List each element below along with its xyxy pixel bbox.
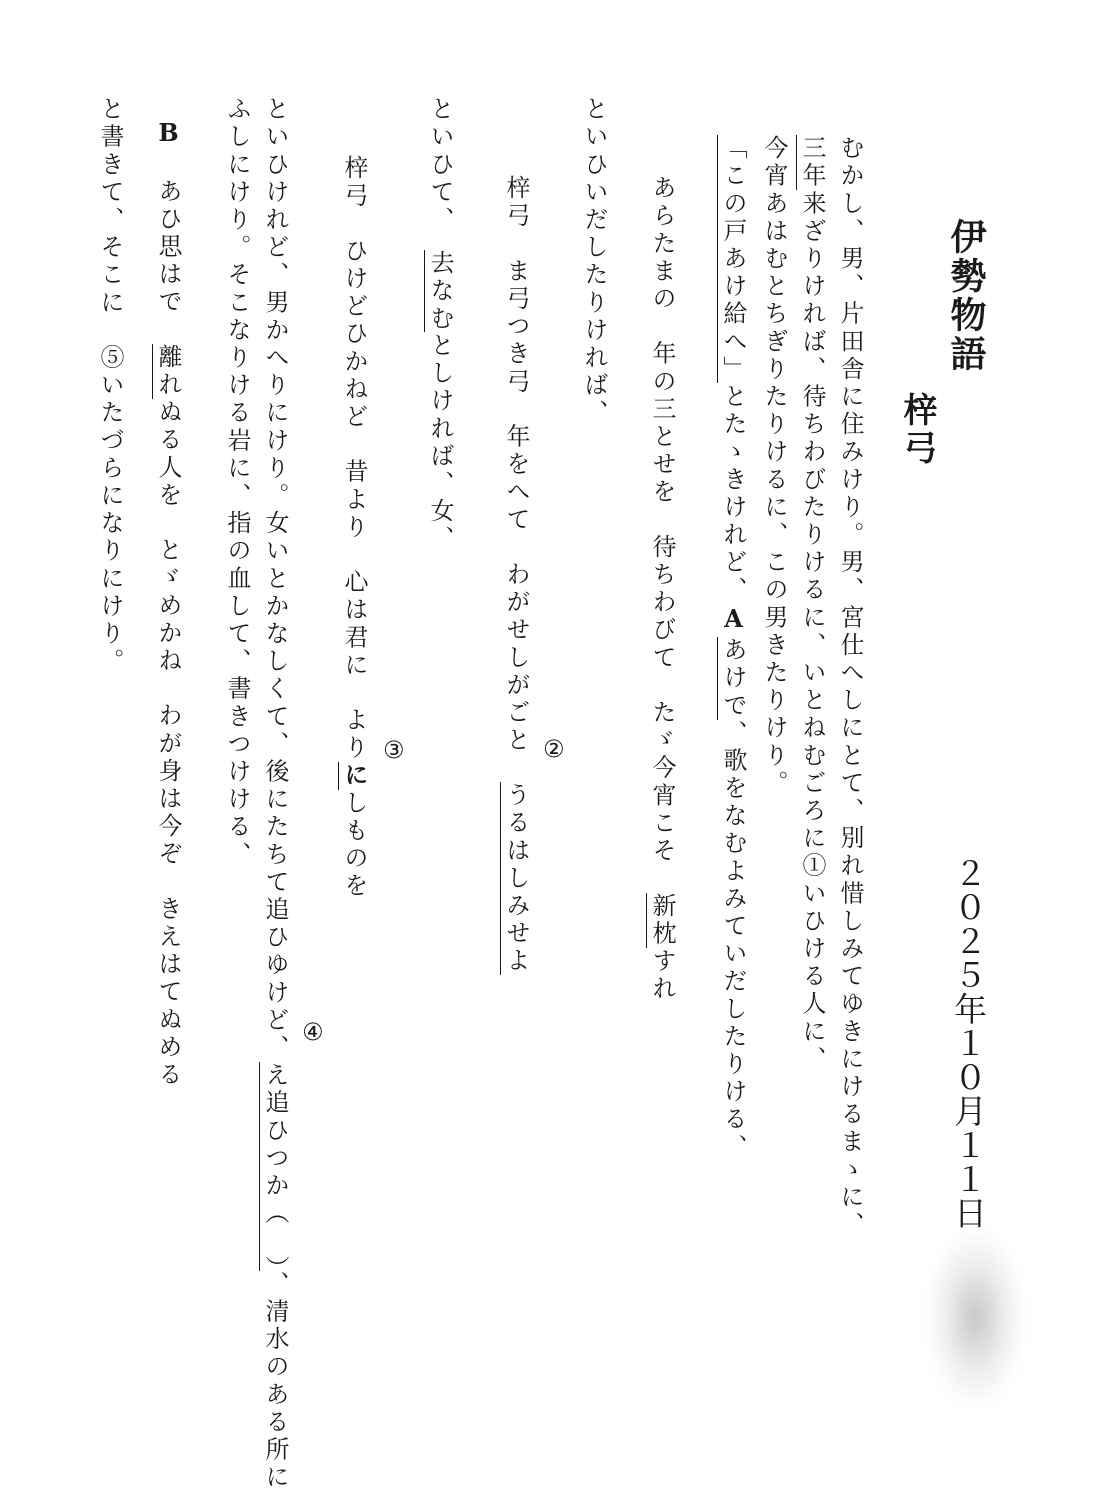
text-segment: いひける人に、	[798, 880, 826, 1074]
text-line-4	[719, 135, 748, 1162]
poem-text: あひ思はで	[154, 150, 182, 344]
text-line-3: 今宵あはむとちぎりたりけるに、この男きたりけり。	[760, 135, 788, 798]
text-line-6: といひいだしたりければ、	[580, 96, 608, 428]
text-line-11: ふしにけり。そこなりける岩に、指の血して、書きつけける、	[223, 96, 251, 869]
underlined-phrase-door: 「この戸あけ給へ」	[719, 135, 747, 384]
text-line-1: むかし、男、片田舎に住みけり。男、宮仕へしにとて、別れ惜しみてゆきにけるまゝに、	[836, 135, 864, 1239]
marker-4: ④	[302, 1018, 324, 1046]
chapter-title: 梓弓	[897, 392, 937, 468]
underlined-phrase-niimakura: 新枕	[648, 892, 676, 948]
text-segment: といひけれど、男かへりにけり。女いとかなしくて、後にたちて追ひゆけど、	[261, 96, 289, 1062]
marker-b: B	[154, 118, 183, 151]
poem-text: ぬる人を とゞめかね わが身は今ぞ きえはてぬめる	[154, 399, 182, 1090]
text-line-8	[428, 96, 452, 553]
marker-1: ①	[798, 852, 826, 881]
marker-2: ②	[543, 735, 565, 763]
underlined-phrase-sannen: 三年	[798, 135, 826, 191]
poem-text: 梓弓 ひけどひかねど 昔より 心は君に より	[340, 155, 368, 763]
marker-5: ⑤	[96, 344, 124, 373]
poem-text: しものを	[340, 789, 368, 901]
text-line-10	[263, 96, 287, 1492]
poem-4	[154, 118, 183, 1090]
underlined-particle-ni: に	[340, 762, 369, 790]
poem-3	[340, 155, 369, 901]
text-segment: 、歌をなむよみていだしたりける、	[719, 719, 747, 1162]
marker-a: A	[719, 604, 748, 637]
text-segment: と書きて、そこに	[96, 96, 124, 345]
text-segment: 来ざりければ、待ちわびたりけるに、いとねむごろに	[798, 190, 826, 853]
text-line-13	[98, 96, 122, 676]
poem-text: あらたまの 年の三とせを 待ちわびて たゞ今宵こそ	[648, 175, 676, 893]
underlined-phrase-eoitsuka: え追ひつか（ ）	[261, 1062, 289, 1271]
underlined-phrase-inamu: 去なむ	[426, 249, 454, 333]
underlined-phrase-uruhashimi: うるはしみせよ	[502, 782, 530, 976]
text-line-2	[800, 135, 824, 1073]
text-segment: としければ、女、	[426, 332, 454, 554]
poem-2	[504, 175, 528, 975]
marker-3: ③	[383, 736, 405, 764]
underlined-phrase-kare: 離れ	[154, 343, 182, 400]
poem-1	[650, 175, 674, 1003]
blurred-smudge	[928, 1230, 1023, 1405]
text-segment: といひて、	[426, 96, 454, 250]
text-segment: いたづらになりにけり。	[96, 372, 124, 676]
text-segment: とたゝきけれど、	[719, 383, 747, 605]
poem-text: 梓弓 ま弓つき弓 年をへて わがせしがごと	[502, 175, 530, 783]
date-label: ２０２５年１０月１１日	[949, 856, 988, 1230]
text-segment: 、清水のある所に	[261, 1270, 289, 1492]
poem-text: すれ	[648, 947, 676, 1004]
underlined-phrase-akede: あけで	[719, 636, 747, 720]
document-title: 伊勢物語	[945, 218, 987, 374]
